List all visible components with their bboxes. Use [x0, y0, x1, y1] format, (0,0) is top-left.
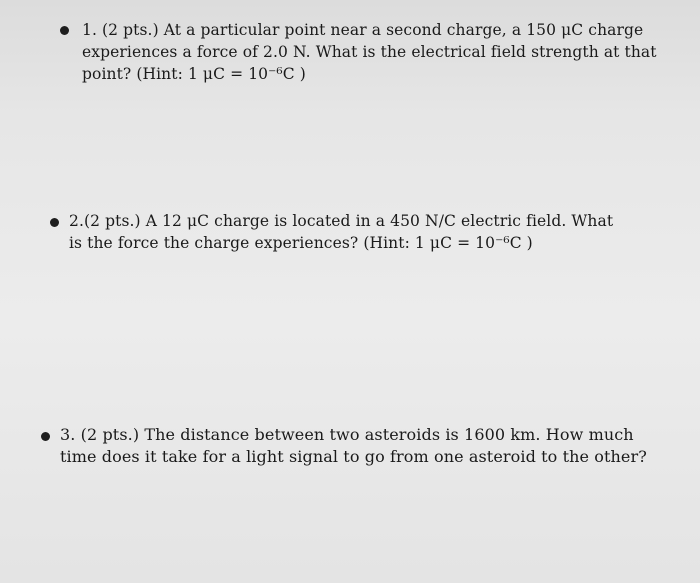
bullet-point — [50, 218, 59, 227]
question-3-line-1: 3. (2 pts.) The distance between two asteroids is 1600 km. How much — [60, 425, 634, 444]
question-1-line-3: point? (Hint: 1 μC = 10⁻⁶C ) — [82, 65, 306, 83]
question-1 — [82, 19, 657, 85]
question-2-line-2: is the force the charge experiences? (Hint: 1 μC = 10⁻⁶C ) — [69, 234, 533, 252]
bullet-point — [41, 432, 50, 441]
question-1-line-1: 1. (2 pts.) At a particular point near a second charge, a 150 μC charge — [82, 21, 644, 39]
question-1-line-2: experiences a force of 2.0 N. What is the electrical field strength at that — [82, 43, 657, 61]
question-2 — [69, 210, 613, 254]
question-3 — [60, 424, 647, 468]
question-3-line-2: time does it take for a light signal to go from one asteroid to the other? — [60, 447, 647, 466]
bullet-point — [60, 26, 69, 35]
question-2-line-1: 2.(2 pts.) A 12 μC charge is located in a 450 N/C electric field. What — [69, 212, 614, 230]
